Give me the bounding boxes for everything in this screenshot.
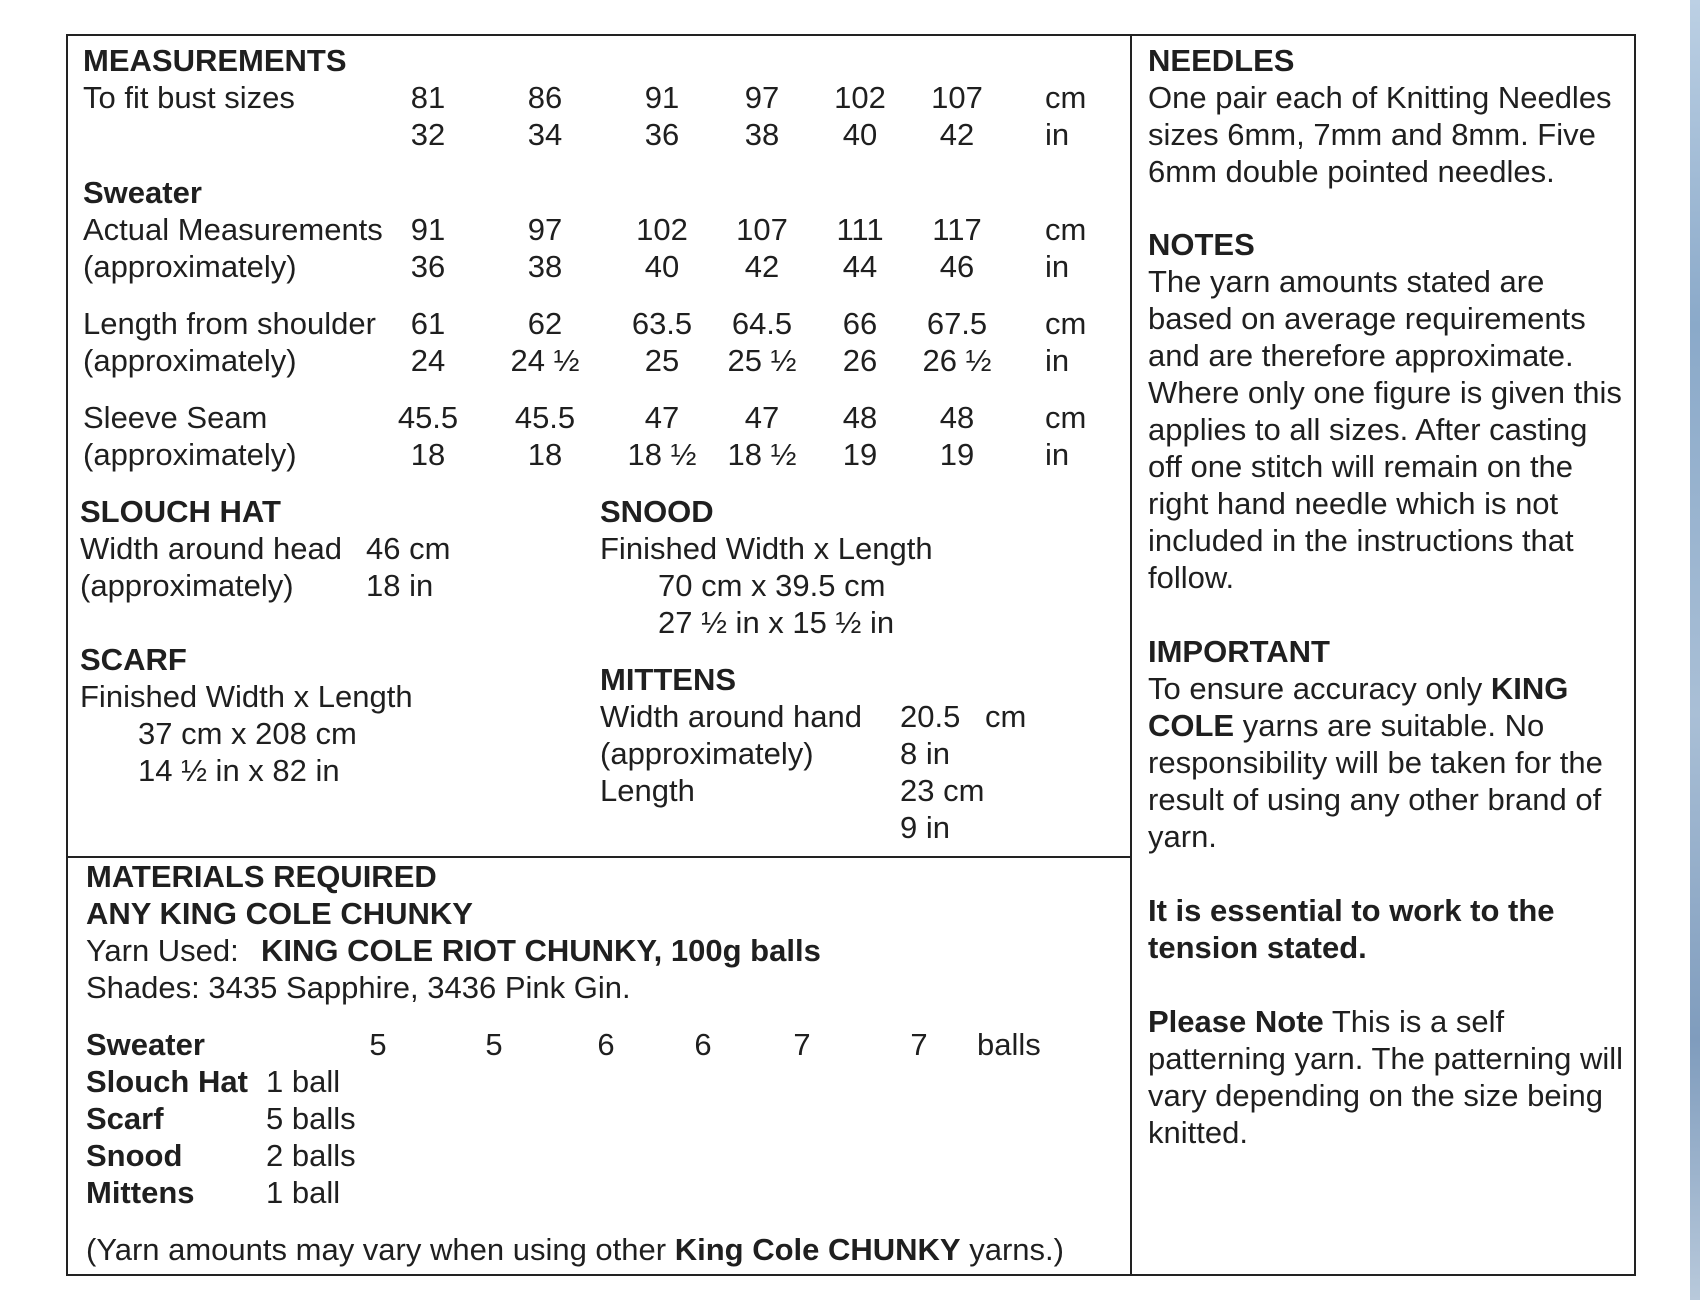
hat-in-value: 18 in <box>366 568 434 603</box>
bust-in-2: 34 <box>527 117 563 152</box>
sleeve-in-2: 18 <box>527 437 563 472</box>
hat-approx-label: (approximately) <box>80 568 294 603</box>
yarn-used-label: Yarn Used: <box>86 933 239 968</box>
length-unit-cm: cm <box>1045 306 1087 341</box>
length-cm-1: 61 <box>410 306 446 341</box>
material-item-label: Mittens <box>86 1175 195 1210</box>
sleeve-unit-cm: cm <box>1045 400 1087 435</box>
mittens-heading: MITTENS <box>600 662 737 697</box>
sleeve-cm-3: 47 <box>644 400 680 435</box>
bust-cm-4: 97 <box>744 80 780 115</box>
material-item-value: 2 balls <box>266 1138 356 1173</box>
length-cm-6: 67.5 <box>926 306 988 341</box>
sweater-balls-1: 5 <box>369 1027 387 1062</box>
mittens-length-label: Length <box>600 773 695 808</box>
actual-in-2: 38 <box>527 249 563 284</box>
sleeve-in-5: 19 <box>842 437 878 472</box>
notes-heading: NOTES <box>1148 227 1255 262</box>
please-note-bold: Please Note <box>1148 1004 1324 1039</box>
sleeve-unit-in: in <box>1045 437 1070 472</box>
sleeve-in-3: 18 ½ <box>627 437 697 472</box>
length-approx-label: (approximately) <box>83 343 297 378</box>
actual-unit-in: in <box>1045 249 1070 284</box>
bust-in-5: 40 <box>842 117 878 152</box>
sleeve-cm-4: 47 <box>744 400 780 435</box>
sweater-balls-3: 6 <box>597 1027 615 1062</box>
sleeve-in-1: 18 <box>410 437 446 472</box>
please-note <box>1148 1003 1628 1151</box>
notes-text: The yarn amounts stated are based on average requirements and are therefore approximate. Where only one figure is given this applies to all sizes. After casting off one stitch will remain on the right hand needle which is not included in the instructions that follow. <box>1148 264 1622 595</box>
sleeve-cm-5: 48 <box>842 400 878 435</box>
yarn-used-value: KING COLE RIOT CHUNKY, 100g balls <box>261 933 821 968</box>
shades-text: Shades: 3435 Sapphire, 3436 Pink Gin. <box>86 970 631 1005</box>
material-item-label: Snood <box>86 1138 183 1173</box>
length-in-5: 26 <box>842 343 878 378</box>
bust-cm-3: 91 <box>644 80 680 115</box>
mittens-width-value: 20.5 <box>900 699 961 734</box>
material-item-value: 1 ball <box>266 1064 341 1099</box>
length-unit-in: in <box>1045 343 1070 378</box>
bust-cm-5: 102 <box>834 80 886 115</box>
note-post: yarns.) <box>960 1232 1064 1267</box>
material-item-label: Slouch Hat <box>86 1064 248 1099</box>
sleeve-in-6: 19 <box>939 437 975 472</box>
bust-in-3: 36 <box>644 117 680 152</box>
actual-in-6: 46 <box>939 249 975 284</box>
bust-label: To fit bust sizes <box>83 80 295 115</box>
column-divider <box>1130 34 1132 1276</box>
snood-heading: SNOOD <box>600 494 714 529</box>
bust-unit-in: in <box>1045 117 1070 152</box>
actual-cm-1: 91 <box>410 212 446 247</box>
measurements-heading: MEASUREMENTS <box>83 43 347 78</box>
bust-cm-6: 107 <box>931 80 983 115</box>
length-label: Length from shoulder <box>83 306 376 341</box>
actual-in-4: 42 <box>744 249 780 284</box>
yarn-amount-note <box>86 1231 1064 1268</box>
material-item-value: 1 ball <box>266 1175 341 1210</box>
length-in-1: 24 <box>410 343 446 378</box>
materials-subheading: ANY KING COLE CHUNKY <box>86 896 473 931</box>
important-post: yarns are suitable. No responsibility will be taken for the result of using any other brand of yarn. <box>1148 708 1603 854</box>
mittens-length-in: 9 in <box>900 810 950 845</box>
actual-cm-4: 107 <box>736 212 788 247</box>
actual-cm-6: 117 <box>932 212 982 247</box>
bust-cm-2: 86 <box>527 80 563 115</box>
mittens-approx-label: (approximately) <box>600 736 814 771</box>
bust-unit-cm: cm <box>1045 80 1087 115</box>
note-bold: King Cole CHUNKY <box>674 1232 961 1267</box>
actual-in-1: 36 <box>410 249 446 284</box>
length-cm-3: 63.5 <box>631 306 693 341</box>
needles-text: One pair each of Knitting Needles sizes 6mm, 7mm and 8mm. Five 6mm double pointed needles. <box>1148 80 1612 189</box>
scarf-line3: 14 ½ in x 82 in <box>138 753 340 788</box>
sweater-heading: Sweater <box>83 175 202 210</box>
materials-heading: MATERIALS REQUIRED <box>86 859 437 894</box>
mittens-in-value: 8 in <box>900 736 950 771</box>
sleeve-approx-label: (approximately) <box>83 437 297 472</box>
sleeve-label: Sleeve Seam <box>83 400 268 435</box>
bust-cm-1: 81 <box>410 80 446 115</box>
sweater-balls-unit: balls <box>977 1027 1041 1062</box>
important-text <box>1148 670 1628 855</box>
actual-in-5: 44 <box>842 249 878 284</box>
actual-approx-label: (approximately) <box>83 249 297 284</box>
sweater-balls-2: 5 <box>485 1027 503 1062</box>
mittens-length-value: 23 cm <box>900 773 985 808</box>
mittens-width-label: Width around hand <box>600 699 862 734</box>
actual-cm-5: 111 <box>836 212 884 247</box>
important-bold: KING COLE <box>1148 671 1569 743</box>
length-in-4: 25 ½ <box>727 343 797 378</box>
actual-cm-3: 102 <box>636 212 688 247</box>
actual-in-3: 40 <box>644 249 680 284</box>
length-in-3: 25 <box>644 343 680 378</box>
sweater-balls-4: 6 <box>694 1027 712 1062</box>
snood-line1: Finished Width x Length <box>600 531 933 566</box>
length-cm-5: 66 <box>842 306 878 341</box>
bust-in-4: 38 <box>744 117 780 152</box>
hat-width-label: Width around head <box>80 531 342 566</box>
mittens-width-unit: cm <box>985 699 1027 734</box>
snood-line3: 27 ½ in x 15 ½ in <box>658 605 895 640</box>
actual-cm-2: 97 <box>527 212 563 247</box>
important-heading: IMPORTANT <box>1148 634 1330 669</box>
actual-measurements-label: Actual Measurements <box>83 212 383 247</box>
slouch-hat-heading: SLOUCH HAT <box>80 494 281 529</box>
material-item-value: 5 balls <box>266 1101 356 1136</box>
scarf-line2: 37 cm x 208 cm <box>138 716 357 751</box>
material-item-label: Scarf <box>86 1101 164 1136</box>
length-cm-4: 64.5 <box>731 306 793 341</box>
important-pre: To ensure accuracy only <box>1148 671 1491 706</box>
sweater-balls-5: 7 <box>793 1027 811 1062</box>
needles-heading: NEEDLES <box>1148 43 1295 78</box>
length-in-2: 24 ½ <box>510 343 580 378</box>
sleeve-cm-6: 48 <box>939 400 975 435</box>
tension-warning: It is essential to work to the tension stated. <box>1148 893 1555 965</box>
bust-in-1: 32 <box>410 117 446 152</box>
actual-unit-cm: cm <box>1045 212 1087 247</box>
sleeve-cm-1: 45.5 <box>397 400 459 435</box>
hat-width-value: 46 cm <box>366 531 451 566</box>
bust-in-6: 42 <box>939 117 975 152</box>
length-cm-2: 62 <box>527 306 563 341</box>
scarf-heading: SCARF <box>80 642 187 677</box>
please-note-text: This is a self patterning yarn. The patterning will vary depending on the size being knitted. <box>1148 1004 1624 1150</box>
sleeve-cm-2: 45.5 <box>514 400 576 435</box>
scarf-line1: Finished Width x Length <box>80 679 413 714</box>
sleeve-in-4: 18 ½ <box>727 437 797 472</box>
length-in-6: 26 ½ <box>922 343 992 378</box>
note-pre: (Yarn amounts may vary when using other <box>86 1232 675 1267</box>
photo-edge <box>1690 0 1700 1300</box>
snood-line2: 70 cm x 39.5 cm <box>658 568 886 603</box>
sweater-balls-6: 7 <box>910 1027 928 1062</box>
sweater-balls-label: Sweater <box>86 1027 205 1062</box>
